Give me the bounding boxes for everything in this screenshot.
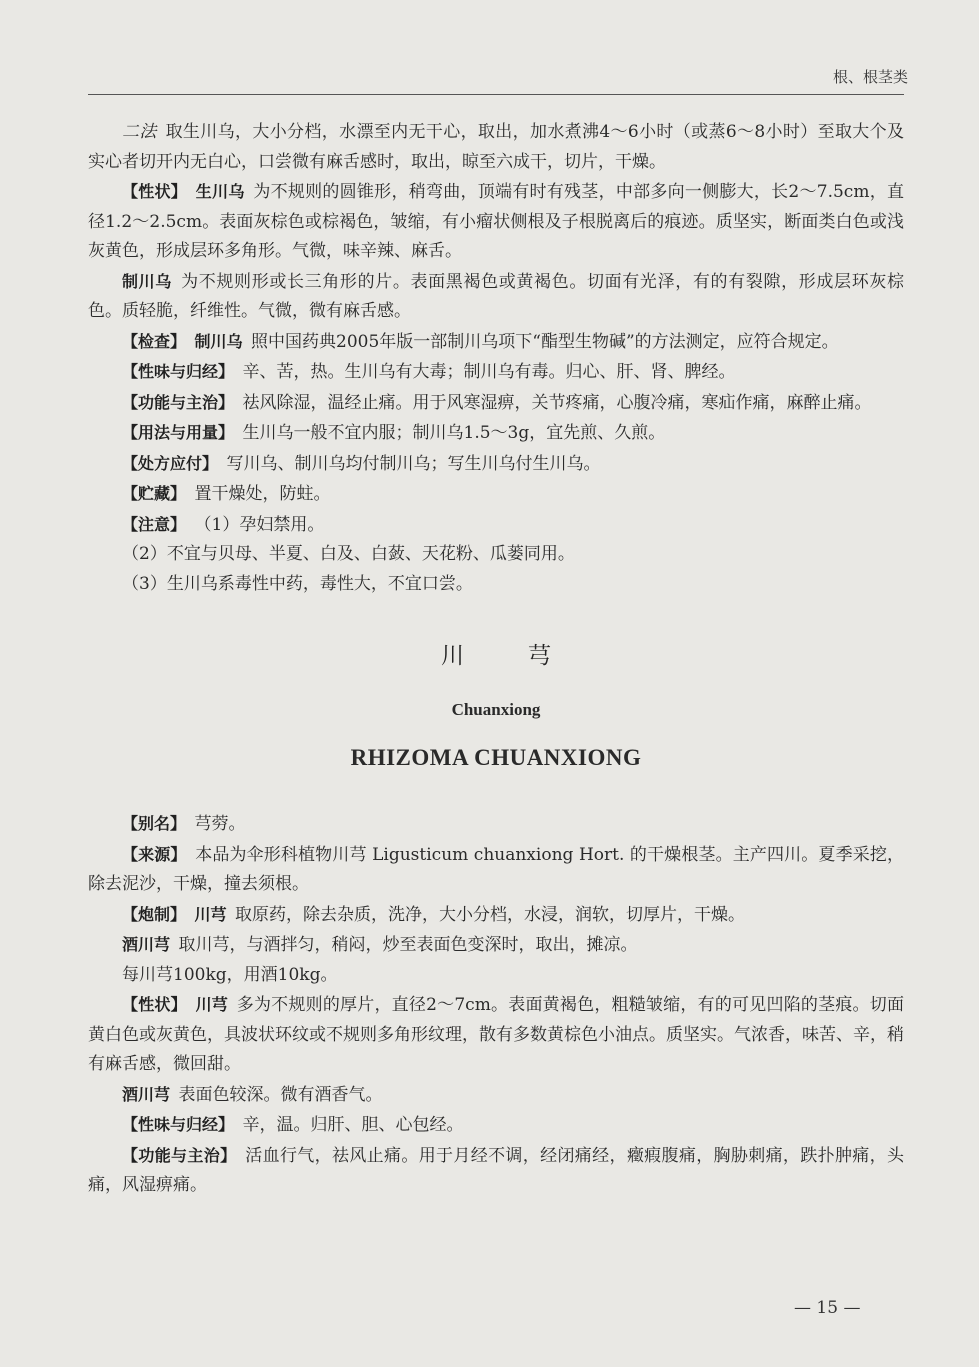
paragraph-text: 写川乌、制川乌均付制川乌；写生川乌付生川乌。: [226, 453, 601, 474]
paragraph-text: 本品为伞形科植物川芎 Ligusticum chuanxiong Hort. 的干燥根茎。主产四川。夏季采挖，除去泥沙，干燥，撞去须根。: [88, 844, 904, 894]
paragraph-text: （2）不宜与贝母、半夏、白及、白蔹、天花粉、瓜蒌同用。: [122, 544, 575, 564]
page-body: [88, 118, 904, 1201]
paragraph-label: 【别名】: [122, 814, 187, 833]
paragraph-label: 【性状】: [122, 995, 187, 1014]
paragraph-text: 辛，温。归肝、胆、心包经。: [242, 1115, 464, 1135]
paragraph-subterm: 川芎: [195, 995, 229, 1014]
paragraph-label: 酒川芎: [122, 935, 171, 954]
entry-latin-name: RHIZOMA CHUANXIONG: [350, 745, 642, 770]
paragraph-label: 【性味与归经】: [122, 1115, 235, 1134]
paragraph-label: 【性状】: [122, 182, 188, 201]
paragraph: [88, 1110, 904, 1141]
paragraph: [88, 327, 904, 358]
paragraph-label: 【功能与主治】: [122, 1145, 237, 1165]
entry-title-cn: 川芎: [441, 643, 615, 669]
paragraph-label: 【用法与用量】: [122, 423, 235, 442]
paragraph-subterm: 川芎: [194, 904, 227, 924]
paragraph-label: 酒川芎: [122, 1084, 171, 1104]
paragraph: [88, 357, 904, 388]
paragraph: [88, 840, 904, 900]
paragraph: [88, 930, 904, 961]
paragraph-text: 取生川乌，大小分档，水漂至内无干心，取出，加水煮沸4～6小时（或蒸6～8小时）至取大个及实心者切开内无白心，口尝微有麻舌感时，取出，晾至六成干，切片，干燥。: [88, 122, 905, 172]
paragraph: [88, 809, 904, 840]
paragraph-text: 为不规则形或长三角形的片。表面黑褐色或黄褐色。切面有光泽，有的有裂隙，形成层环灰棕色。质轻脆，纤维性。气微，微有麻舌感。: [88, 271, 904, 321]
paragraph-label: 【处方应付】: [122, 453, 219, 473]
paragraph: [88, 118, 904, 177]
paragraph: [88, 961, 904, 991]
paragraph-text: 为不规则的圆锥形，稍弯曲，顶端有时有残茎，中部多向一侧膨大，长2～7.5cm，直径1.2～2.5cm。表面灰棕色或棕褐色，皱缩，有小瘤状侧根及子根脱离后的痕迹。质坚实，断面类白色或浅灰黄色，形成层环多角形。气微，味辛辣、麻舌。: [88, 182, 904, 261]
paragraph-text: 辛、苦，热。生川乌有大毒；制川乌有毒。归心、肝、肾、脾经。: [242, 362, 736, 382]
paragraph: [88, 990, 904, 1080]
entry-heading: [88, 639, 904, 773]
paragraph-text: 生川乌一般不宜内服；制川乌1.5～3g，宜先煎、久煎。: [242, 423, 666, 443]
paragraph-text: 取川芎，与酒拌匀，稍闷，炒至表面色变深时，取出，摊凉。: [178, 935, 638, 955]
paragraph: [88, 479, 904, 510]
paragraph: [88, 570, 904, 600]
paragraph-label: 【性味与归经】: [122, 362, 235, 381]
paragraph-label: 【功能与主治】: [122, 392, 235, 412]
paragraph-label: 制川乌: [122, 271, 172, 291]
paragraph: [88, 510, 904, 541]
paragraph-subterm: 生川乌: [195, 182, 245, 201]
paragraph-label: 【贮藏】: [122, 484, 187, 503]
paragraph-label: 【炮制】: [122, 904, 187, 924]
paragraph: [88, 177, 904, 267]
paragraph: [88, 1141, 904, 1201]
paragraph-text: 芎䓖。: [194, 814, 246, 834]
paragraph-text: 祛风除湿，温经止痛。用于风寒湿痹，关节疼痛，心腹冷痛，寒疝作痛，麻醉止痛。: [242, 392, 872, 413]
paragraph-text: （1）孕妇禁用。: [194, 514, 325, 535]
paragraph-text: （3）生川乌系毒性中药，毒性大，不宜口尝。: [122, 573, 473, 594]
paragraph-text: 照中国药典2005年版一部制川乌项下“酯型生物碱”的方法测定，应符合规定。: [251, 331, 839, 352]
paragraph-text: 表面色较深。微有酒香气。: [178, 1084, 383, 1105]
paragraph: [88, 1080, 904, 1111]
paragraph: [88, 449, 904, 480]
paragraph-text: 活血行气，祛风止痛。用于月经不调，经闭痛经，癥瘕腹痛，胸胁刺痛，跌扑肿痛，头痛，风湿痹痛。: [88, 1145, 904, 1195]
paragraph-text: 多为不规则的厚片，直径2～7cm。表面黄褐色，粗糙皱缩，有的可见凹陷的茎痕。切面黄白色或灰黄色，具波状环纹或不规则多角形纹理，散有多数黄棕色小油点。质坚实。气浓香，味苦、辛，稍有麻舌感，微回甜。: [88, 995, 904, 1074]
top-section: [88, 118, 904, 599]
paragraph-text: 每川芎100kg，用酒10kg。: [122, 964, 338, 985]
paragraph: [88, 900, 904, 931]
page-number: — 15 —: [794, 1298, 861, 1318]
running-header: 根、根茎类: [833, 68, 909, 86]
paragraph-label: 二法: [122, 122, 157, 142]
paragraph: [88, 267, 904, 327]
bottom-section: [88, 809, 904, 1201]
paragraph-label: 【注意】: [122, 514, 187, 534]
paragraph-subterm: 制川乌: [194, 331, 243, 351]
paragraph-text: 置干燥处，防蛀。: [194, 484, 331, 504]
header-rule: [88, 94, 904, 95]
paragraph-text: 取原药，除去杂质，洗净，大小分档，水浸，润软，切厚片，干燥。: [235, 904, 746, 925]
paragraph-label: 【检查】: [122, 331, 187, 351]
paragraph-label: 【来源】: [122, 844, 187, 864]
paragraph: [88, 418, 904, 449]
paragraph: [88, 388, 904, 419]
paragraph: [88, 540, 904, 570]
entry-pinyin: Chuanxiong: [451, 700, 541, 719]
